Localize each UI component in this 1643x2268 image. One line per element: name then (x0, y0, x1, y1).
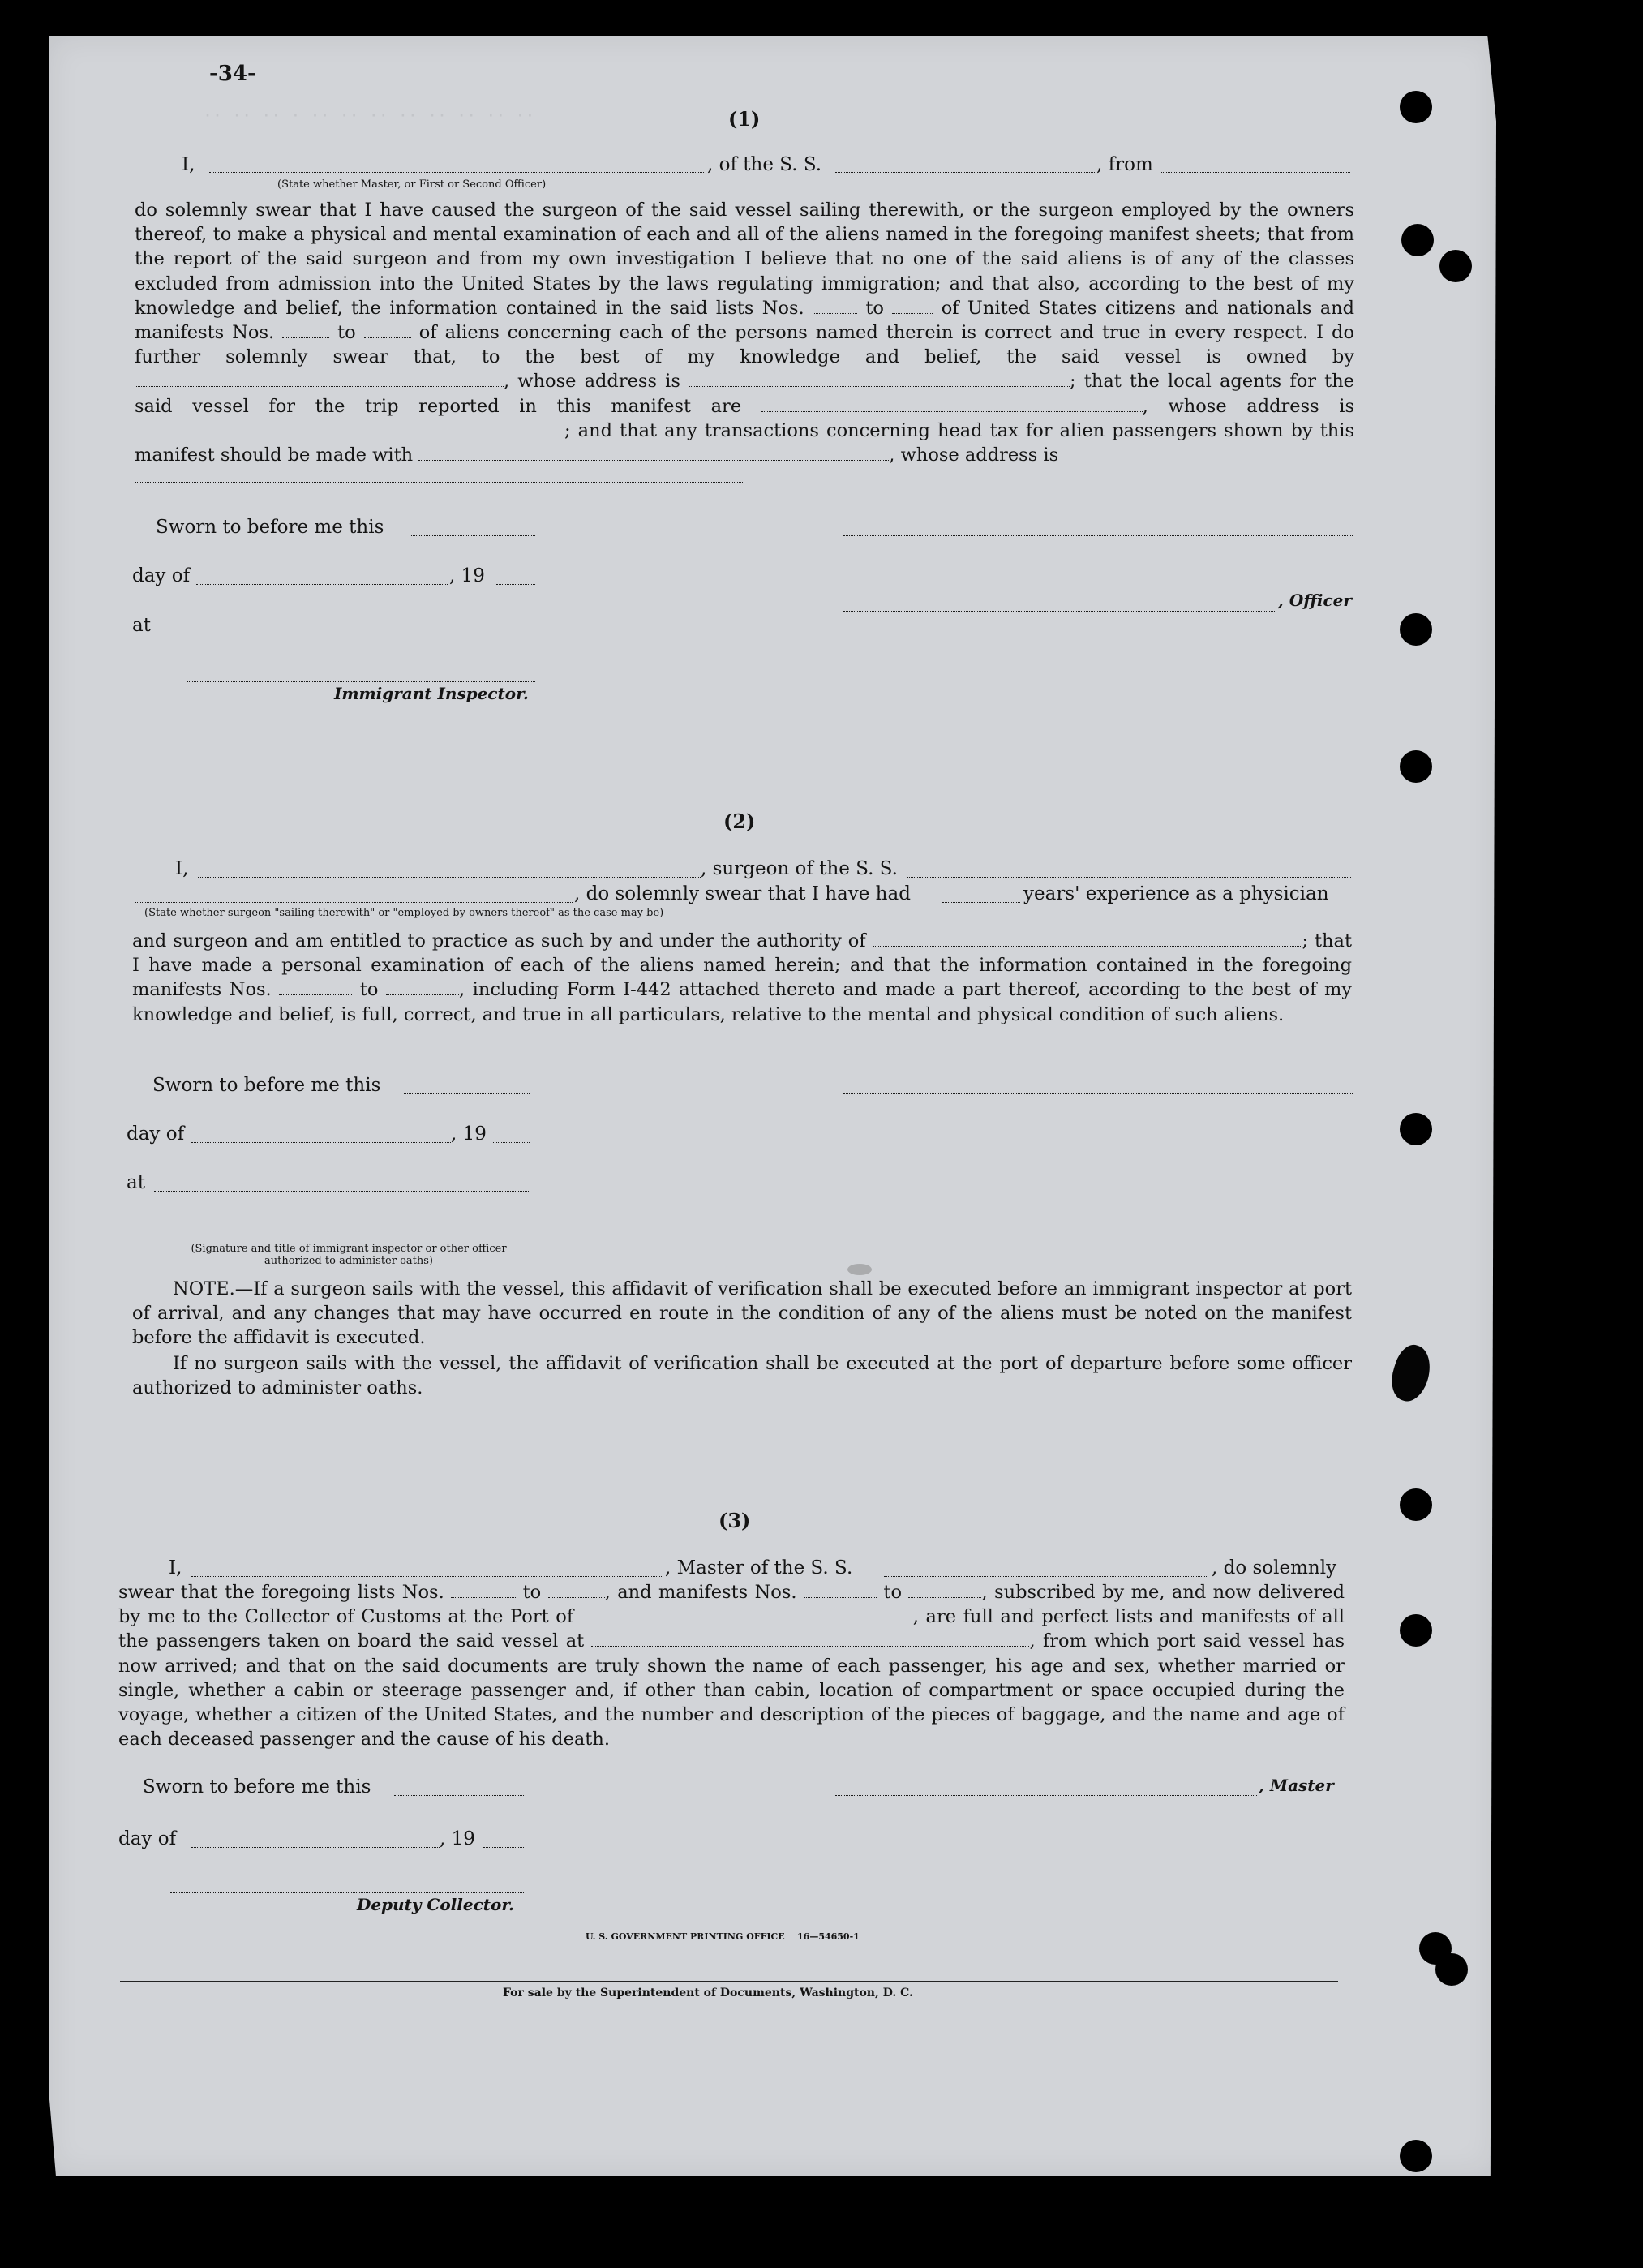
s1-body: do solemnly swear that I have caused the surgeon of the said vessel sailing therewith, or the surgeon employed by the owners thereof, to make a physical and mental examination of each and all of the aliens named in the foregoing manifest sheets; that from the report of the said surgeon and from my own investigation I believe that no one of the said aliens is of any of the classes excluded from admission into the United States by the laws regulating immigration; and that also, according to the best of my knowledge and belief, the information contained in the said lists Nos. to of United States citizens and nationals and manifests Nos. to of aliens concerning each of the persons named therein is correct and true in every respect. I do further solemnly swear that, to the best of my knowledge and belief, the said vessel is owned by , whose address is ; that the local agents for the said vessel for the trip reported in this manifest are , whose address is ; and that any transactions concerning head tax for alien passengers shown by this manifest should be made with , whose address is (135, 200, 1355, 466)
s2-caption: (State whether surgeon "sailing therewith" or "employed by owners thereof" as the case may be) (144, 907, 664, 919)
s3-body-b: , and manifests Nos. (604, 1582, 797, 1603)
binder-hole (1400, 750, 1432, 783)
s3-master-field (191, 1576, 662, 1577)
s1-year-field (496, 584, 535, 585)
page-corner-number: -34- (209, 62, 256, 86)
s1-signature-line (843, 535, 1353, 536)
s1-from: , from (1096, 154, 1153, 175)
s1-officer-label: , Officer (1278, 591, 1352, 610)
binder-hole (1401, 224, 1434, 256)
s2-vessel-field (907, 877, 1351, 878)
s3-body-d: , are full and perfect lists and manifests of all the passengers taken on board the said vessel at (118, 1606, 1345, 1652)
binder-hole (1439, 250, 1472, 282)
binder-hole (1400, 1614, 1432, 1647)
s2-note-1: NOTE.—If a surgeon sails with the vessel, this affidavit of verification shall be executed before an immigrant inspector at port of arrival, and any changes that may have occurred en route in the condition of any of the aliens must be noted on the manifest before the affidavit is executed. (132, 1278, 1352, 1349)
s2-body-b: that I have made a personal examination of each of the aliens named herein; and that the information contained in the foregoing manifests Nos. (132, 930, 1352, 1001)
sale-notice: For sale by the Superintendent of Documents, Washington, D. C. (503, 1987, 913, 2000)
s1-from-field (1160, 172, 1350, 173)
s3-body (118, 1580, 1345, 1751)
s2-body-c: , including Form I-442 attached thereto and made a part thereof, according to the best of my knowledge and belief, is full, correct, and true in all particulars, relative to the mental and physical condition of such aliens. (132, 979, 1352, 1025)
s2-years-field (942, 902, 1020, 903)
paper-stain (847, 1264, 872, 1275)
s2-day-of-label: day of (127, 1123, 185, 1145)
section-3-number: (3) (719, 1509, 751, 1532)
s3-body-to-2: to (883, 1582, 903, 1603)
s1-body-to-2: to (337, 322, 356, 344)
show-through-text: ·· ·· ·· · ·· ·· ·· ·· ·· ·· ·· ·· (203, 105, 535, 125)
s1-of-ss: , of the S. S. (707, 154, 822, 175)
s1-body-f: whose address is (1168, 395, 1355, 417)
s3-body-a: swear that the foregoing lists Nos. (118, 1582, 444, 1603)
s1-body-g: ; and that any transactions concerning head tax for alien passengers shown by this manifest should be made with (135, 419, 1354, 466)
s1-body-e: that the local agents for the said vessel for the trip reported in this manifest are (135, 371, 1354, 417)
s1-officer-line (843, 611, 1276, 612)
s2-body-to: to (359, 979, 379, 1001)
s3-vessel-field (884, 1576, 1208, 1577)
printer-imprint: U. S. GOVERNMENT PRINTING OFFICE 16—54650-1 (586, 1931, 860, 1942)
s1-body-b: of United States citizens and nationals and manifests Nos. (135, 297, 1355, 344)
s2-sworn-field (404, 1093, 530, 1094)
s3-master-label: , Master (1259, 1776, 1334, 1795)
s1-rank-caption: (State whether Master, or First or Second Officer) (277, 178, 547, 191)
s1-year-label: , 19 (449, 565, 485, 586)
s1-day-of-label: day of (132, 565, 191, 586)
s3-collector-line (170, 1892, 524, 1893)
s3-master-signature-line (835, 1795, 1257, 1796)
s2-body-a: and surgeon and am entitled to practice as such by and under the authority of (132, 930, 866, 951)
s1-day-field (196, 584, 448, 585)
s3-body-to: to (522, 1582, 542, 1603)
s1-address-field (135, 482, 744, 483)
s2-years: years' experience as a physician (1023, 883, 1329, 904)
binder-hole (1400, 2140, 1432, 2172)
s2-swear: , do solemnly swear that I have had (574, 883, 911, 904)
section-1-number: (1) (728, 107, 761, 131)
s1-sworn-field (410, 535, 535, 536)
s2-surgeon-field (198, 877, 701, 878)
s3-swear: , do solemnly (1212, 1557, 1337, 1579)
s2-surgeon-type-field (135, 902, 573, 903)
s3-day-of-label: day of (118, 1828, 177, 1849)
binder-hole (1400, 91, 1432, 123)
s1-officer-rank-field (209, 172, 704, 173)
binder-hole (1435, 1953, 1468, 1986)
s2-sworn-label: Sworn to before me this (152, 1075, 381, 1096)
s2-year-field (493, 1142, 530, 1143)
s1-at-label: at (132, 615, 151, 636)
s2-note-2: If no surgeon sails with the vessel, the affidavit of verification shall be executed at the port of departure before some officer authorized to administer oaths. (132, 1353, 1352, 1399)
s1-inspector-label: Immigrant Inspector. (334, 684, 529, 703)
s3-i: I, (169, 1557, 182, 1579)
binder-hole (1400, 1113, 1432, 1145)
section-2-number: (2) (723, 810, 756, 833)
s2-day-field (191, 1142, 451, 1143)
s2-sig-caption: (Signature and title of immigrant inspector or other officer authorized to administer oaths) (191, 1243, 507, 1267)
s2-surgeon-of: , surgeon of the S. S. (701, 858, 898, 879)
s2-year-label: , 19 (451, 1123, 487, 1145)
s2-at-field (154, 1191, 529, 1192)
s2-i: I, (175, 858, 189, 879)
footer-rule (120, 1981, 1338, 1982)
s1-body-c: of aliens concerning each of the persons named therein is correct and true in every respect. I do further solemnly swear that, to the best of my knowledge and belief, the said vessel is owned by (135, 322, 1354, 368)
s1-vessel-field (835, 172, 1095, 173)
s1-body-to: to (865, 297, 884, 319)
s3-sworn-field (394, 1795, 524, 1796)
binder-hole (1400, 1488, 1432, 1521)
s3-year-label: , 19 (440, 1828, 475, 1849)
s3-day-field (191, 1847, 440, 1848)
s3-collector-label: Deputy Collector. (357, 1895, 515, 1914)
s2-at-label: at (127, 1172, 145, 1193)
s3-year-field (483, 1847, 524, 1848)
s1-i: I, (182, 154, 195, 175)
s2-body: and surgeon and am entitled to practice as such by and under the authority of ; that I have made a personal examination of each of the aliens named herein; and that the information contained in the foregoing manifests Nos. to , including Form I-442 attached thereto and made a part thereof, according to the best of my knowledge and belief, is full, correct, and true in all particulars, relative to the mental and physical condition of such aliens. (132, 930, 1352, 1025)
s3-sworn-label: Sworn to before me this (143, 1776, 371, 1798)
s2-signature-line (843, 1093, 1353, 1094)
s3-body-e: , from which port said vessel has now arrived; and that on the said documents are truly shown the name of each passenger, his age and sex, whether married or single, whether a cabin or steerage passenger and, if other than cabin, location of compartment or space occupied during the voyage, whether a citizen of the United States, and the number and description of the pieces of baggage, and the name and age of each deceased passenger and the cause of his death. (118, 1630, 1345, 1750)
binder-hole (1400, 613, 1432, 646)
s1-body-d: , whose address is (504, 371, 680, 393)
s1-inspector-line (187, 681, 535, 682)
s3-body-c: , subscribed by me, and now delivered by me to the Collector of Customs at the Port of (118, 1582, 1345, 1628)
s1-sworn-label: Sworn to before me this (156, 517, 384, 538)
s1-body-a: do solemnly swear that I have caused the surgeon of the said vessel sailing therewith, or the surgeon employed by the owners thereof, to make a physical and mental examination of each and all of the aliens named in the foregoing manifest sheets; that from the report of the said surgeon and from my own investigation I believe that no one of the said aliens is of any of the classes excluded from admission into the United States by the laws regulating immigration; and that also, according to the best of my knowledge and belief, the information contained in the said lists Nos. (135, 200, 1354, 319)
s3-master-of: , Master of the S. S. (665, 1557, 853, 1579)
s1-body-h: , whose address is (889, 445, 1059, 466)
